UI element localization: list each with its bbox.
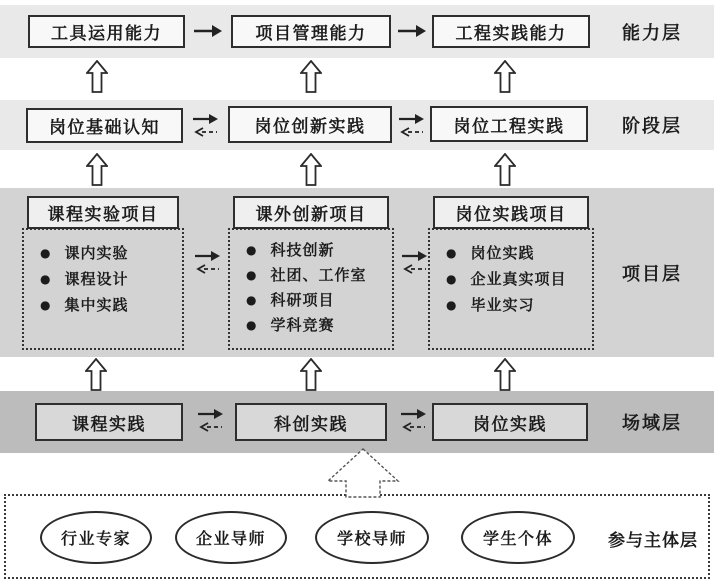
field-box-2-label: 科创实践 [274,414,348,435]
forward-back-arrows [397,250,433,274]
list-item-text: 企业真实项目 [470,270,567,288]
project-group-innovation-title [233,196,389,229]
list-item [446,268,586,289]
up-arrow-icon [86,153,108,186]
list-item [246,314,386,335]
stage-box-2-label: 岗位创新实践 [254,117,366,137]
list-item [246,289,386,310]
list-item-text: 课程设计 [64,270,129,288]
list-item-text: 毕业实习 [470,296,535,314]
bullet-icon: ● [446,245,458,260]
dashed-left-arrow-icon [403,264,427,274]
bullet-icon: ● [246,242,258,257]
bullet-icon: ● [246,292,258,307]
forward-back-arrows [193,408,229,432]
stage-layer-label-text: 阶段层 [622,116,682,137]
right-arrow-icon [197,408,225,420]
list-item-text: 社团、工作室 [270,266,367,284]
list-item-text: 学科竞赛 [270,316,335,334]
dashed-left-arrow-icon [402,422,426,432]
right-arrow-icon [194,250,222,262]
list-item [446,294,586,315]
participant-label: 学校导师 [336,529,407,548]
capability-box-3-label: 工程实践能力 [455,24,567,44]
list-item-text: 集中实践 [64,296,129,314]
field-box-3 [432,403,588,441]
participant-ellipse-student [461,511,575,564]
bullet-icon: ● [40,245,52,260]
up-arrow-icon [300,358,322,391]
up-arrow-icon [494,358,516,391]
dashed-up-arrow-icon [326,448,400,498]
participants-layer-label [594,496,712,581]
bullet-icon: ● [446,271,458,286]
right-arrow-icon [192,24,224,38]
participant-ellipse-school-mentor [315,511,429,564]
participant-label: 行业专家 [60,529,131,548]
stage-layer-band [0,100,714,150]
group-title-text: 课外创新项目 [255,205,367,225]
participant-label: 学生个体 [482,529,553,548]
capability-box-2-label: 项目管理能力 [255,24,367,44]
forward-back-arrows [396,408,432,432]
project-group-course-title [27,196,179,229]
group-title-text: 课程实验项目 [47,205,159,225]
field-box-3-label: 岗位实践 [473,414,547,435]
up-arrow-icon [494,60,516,93]
right-arrow-icon [398,113,426,125]
right-arrow-icon [400,408,428,420]
bullet-icon: ● [446,297,458,312]
capability-layer-band [0,5,714,58]
capability-box-1-label: 工具运用能力 [51,24,162,44]
bullet-icon: ● [246,317,258,332]
project-layer-band [0,188,714,357]
right-arrow-icon [396,24,428,38]
bullet-icon: ● [40,297,52,312]
capability-layer-label [600,5,704,58]
list-item [246,239,386,260]
field-box-1 [35,403,183,441]
project-layer-label-text: 项目层 [622,263,682,285]
up-arrow-icon [300,153,322,186]
list-item-text: 科研项目 [270,291,335,309]
list-item [40,268,176,289]
project-group-course [22,196,184,350]
up-arrow-icon [86,60,108,93]
participant-ellipse-industry-expert [40,511,152,564]
project-group-innovation [228,196,394,350]
dashed-left-arrow-icon [196,264,220,274]
capability-box-3 [432,15,590,48]
field-box-2 [235,403,387,441]
capability-box-2 [231,15,391,48]
project-group-post-title [433,196,589,229]
capability-box-1 [28,15,185,48]
dashed-left-arrow-icon [400,127,424,137]
dashed-left-arrow-icon [199,422,223,432]
dashed-left-arrow-icon [194,127,218,137]
list-item [40,242,176,263]
participant-label: 企业导师 [195,529,266,548]
participants-layer-label-text: 参与主体层 [608,531,698,551]
stage-box-1 [26,108,183,143]
up-arrow-icon [300,60,322,93]
stage-box-1-label: 岗位基础认知 [49,118,160,138]
list-item [446,242,586,263]
bullet-icon: ● [40,271,52,286]
project-group-innovation-items [228,228,394,350]
field-layer-label-text: 场域层 [622,413,682,434]
list-item-text: 课内实验 [64,244,129,262]
project-group-post [428,196,594,350]
project-group-course-items [22,228,184,350]
field-layer-band [0,391,714,453]
bullet-icon: ● [246,267,258,282]
right-arrow-icon [401,250,429,262]
list-item-text: 岗位实践 [470,244,535,262]
field-box-1-label: 课程实践 [72,414,146,435]
group-title-text: 岗位实践项目 [455,205,567,225]
up-arrow-icon [85,358,107,391]
right-arrow-icon [192,113,220,125]
project-layer-label [600,188,704,357]
forward-back-arrows [190,250,226,274]
forward-back-arrows [188,113,224,137]
participants-layer-band [4,494,710,579]
stage-layer-label [600,100,704,150]
up-arrow-icon [494,153,516,186]
participant-ellipse-enterprise-mentor [175,511,287,564]
field-layer-label [600,391,704,453]
list-item [40,294,176,315]
stage-box-3-label: 岗位工程实践 [453,116,565,137]
list-item [246,264,386,285]
capability-layer-label-text: 能力层 [622,22,682,44]
forward-back-arrows [394,113,430,137]
stage-box-3 [430,106,588,142]
project-group-post-items [428,228,594,350]
list-item-text: 科技创新 [270,241,335,259]
stage-box-2 [228,106,392,143]
